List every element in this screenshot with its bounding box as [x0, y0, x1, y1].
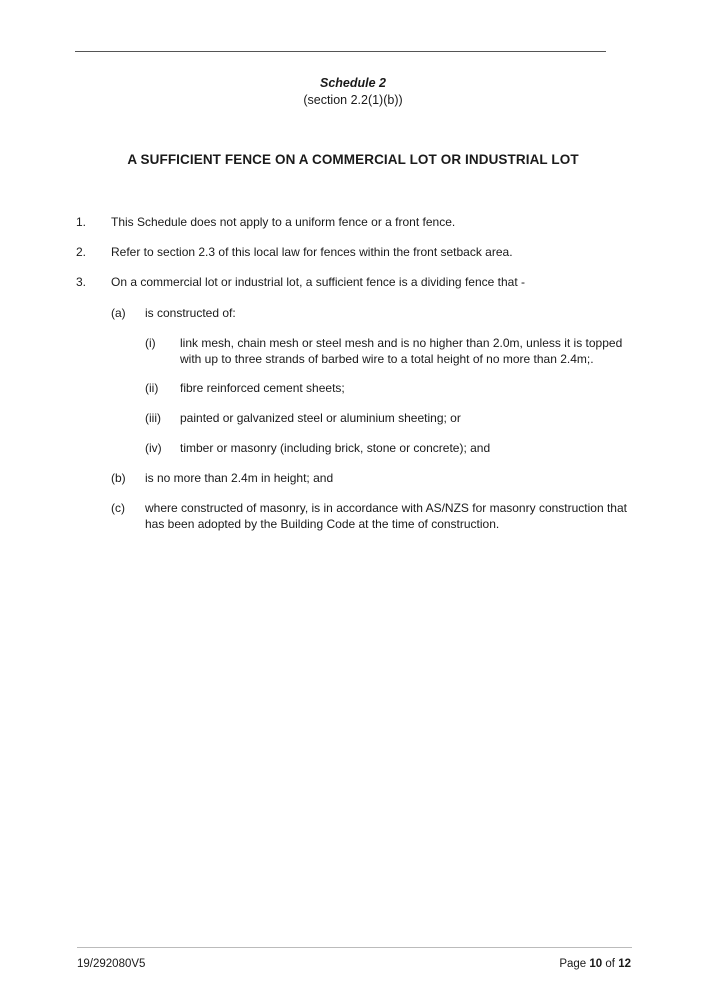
clause-text: Refer to section 2.3 of this local law for fences within the front setback area.	[111, 245, 513, 259]
footer-rule	[77, 947, 632, 948]
page-current: 10	[589, 958, 603, 970]
subclause-text: is constructed of:	[145, 306, 236, 320]
item-number: (iv)	[145, 441, 162, 455]
subclause-number: (c)	[111, 501, 125, 515]
schedule-title: Schedule 2	[320, 76, 386, 90]
subclause-text: is no more than 2.4m in height; and	[145, 471, 334, 485]
subclause-number: (a)	[111, 306, 126, 320]
schedule-reference: (section 2.2(1)(b))	[303, 93, 403, 107]
document-reference: 19/292080V5	[77, 958, 146, 970]
clause-number: 1.	[76, 215, 87, 229]
subclause-text: where constructed of masonry, is in accordance with AS/NZS for masonry construction that has been adopted by the Building Code at the time of construction.	[145, 501, 627, 531]
item-text: painted or galvanized steel or aluminium sheeting; or	[180, 411, 461, 425]
clause-number: 3.	[76, 275, 87, 289]
schedule-heading: A SUFFICIENT FENCE ON A COMMERCIAL LOT OR INDUSTRIAL LOT	[127, 152, 579, 167]
page-number	[559, 958, 631, 970]
header-rule	[75, 51, 606, 52]
item-number: (ii)	[145, 381, 159, 395]
clause-number: 2.	[76, 245, 87, 259]
page-label: Page	[559, 958, 587, 970]
item-number: (i)	[145, 336, 156, 350]
item-text: timber or masonry (including brick, stone or concrete); and	[180, 441, 491, 455]
page-of: of	[605, 958, 615, 970]
item-number: (iii)	[145, 411, 161, 425]
clause-text: On a commercial lot or industrial lot, a sufficient fence is a dividing fence that -	[111, 275, 525, 289]
subclause-number: (b)	[111, 471, 126, 485]
item-text: fibre reinforced cement sheets;	[180, 381, 345, 395]
item-text: link mesh, chain mesh or steel mesh and is no higher than 2.0m, unless it is topped with up to three strands of barbed wire to a total height of no more than 2.4m;.	[180, 336, 623, 366]
page-total: 12	[618, 958, 631, 970]
clause-text: This Schedule does not apply to a uniform fence or a front fence.	[111, 215, 456, 229]
